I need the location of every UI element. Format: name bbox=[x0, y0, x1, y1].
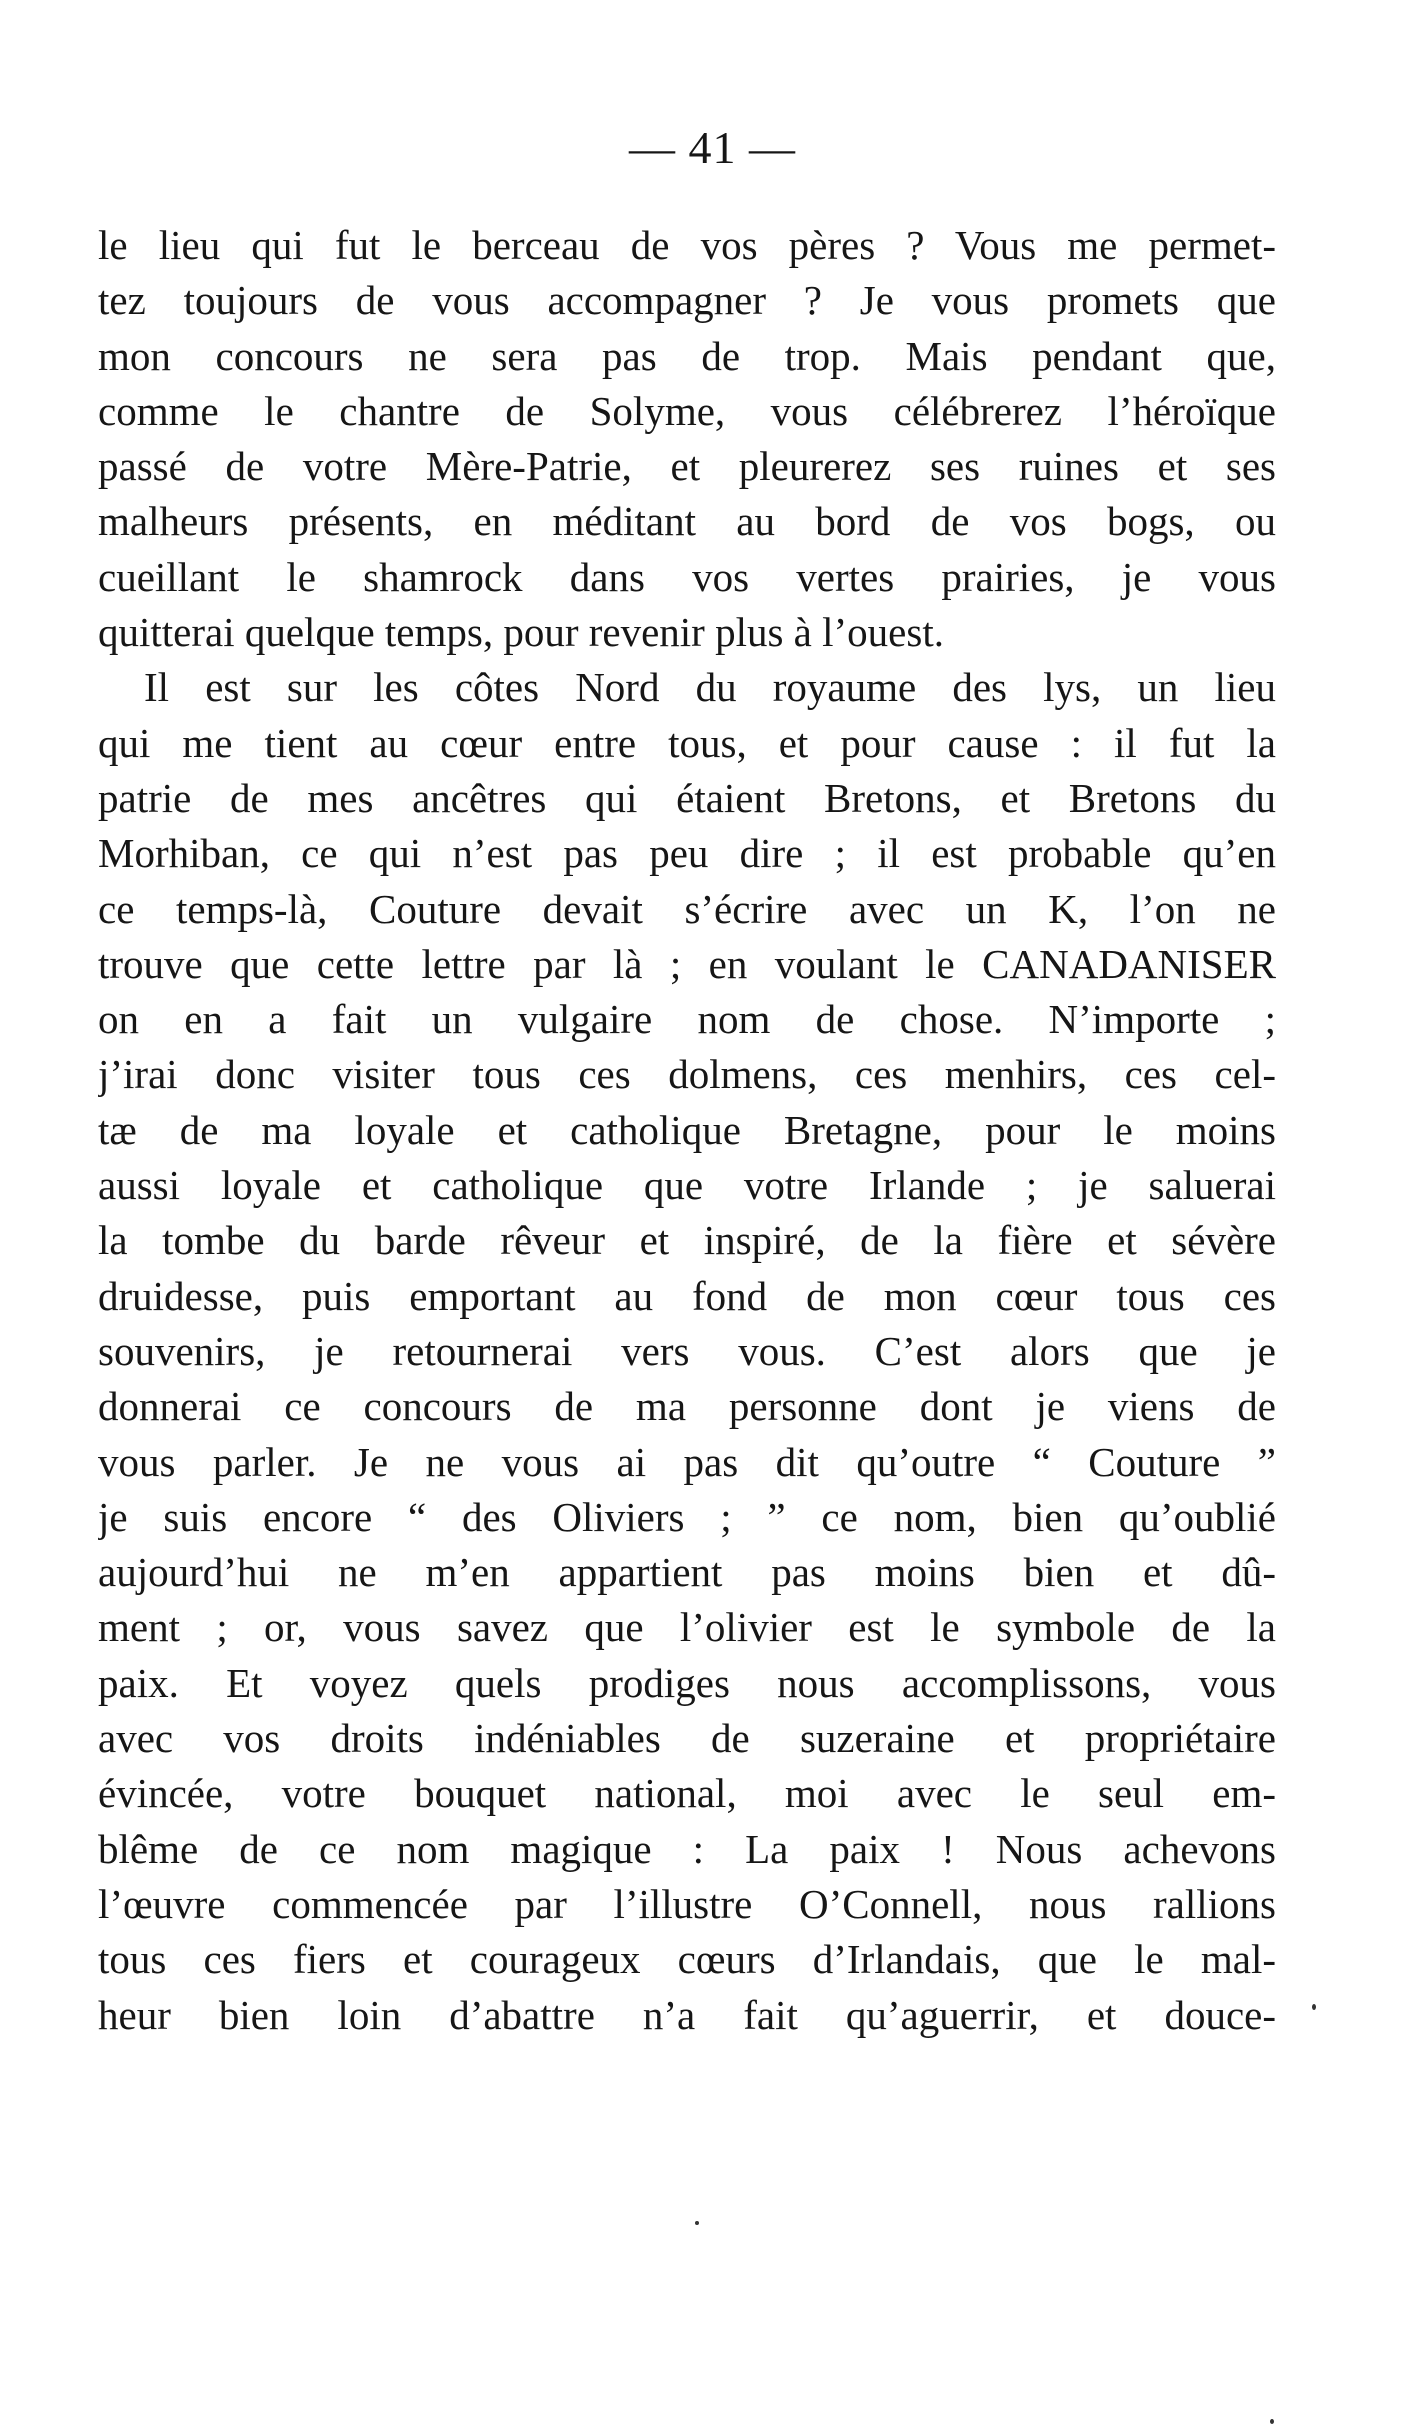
text-line: aussi loyale et catholique que votre Irlande ; je saluerai bbox=[98, 1162, 1276, 1209]
text-line: qui me tient au cœur entre tous, et pour cause : il fut la bbox=[98, 719, 1276, 766]
text-line: la tombe du barde rêveur et inspiré, de la fière et sévère bbox=[98, 1217, 1276, 1264]
text-line: aujourd’hui ne m’en appartient pas moins bien et dû- bbox=[98, 1549, 1276, 1596]
text-line: j’irai donc visiter tous ces dolmens, ces menhirs, ces cel- bbox=[98, 1051, 1276, 1098]
text-line: druidesse, puis emportant au fond de mon cœur tous ces bbox=[98, 1272, 1276, 1319]
text-line: Il est sur les côtes Nord du royaume des lys, un lieu bbox=[144, 664, 1276, 711]
ink-speck bbox=[1312, 2004, 1316, 2010]
text-line: quitterai quelque temps, pour revenir plus à l’ouest. bbox=[98, 609, 944, 656]
text-line: avec vos droits indéniables de suzeraine et propriétaire bbox=[98, 1715, 1276, 1762]
text-line: l’œuvre commencée par l’illustre O’Connell, nous rallions bbox=[98, 1880, 1276, 1927]
text-line: souvenirs, je retournerai vers vous. C’est alors que je bbox=[98, 1327, 1276, 1374]
text-line: on en a fait un vulgaire nom de chose. N’importe ; bbox=[98, 996, 1276, 1043]
text-line: Morhiban, ce qui n’est pas peu dire ; il est probable qu’en bbox=[98, 830, 1276, 877]
text-line: tez toujours de vous accompagner ? Je vous promets que bbox=[98, 277, 1276, 324]
text-line: comme le chantre de Solyme, vous célébrerez l’héroïque bbox=[98, 387, 1276, 434]
ink-speck bbox=[695, 2221, 699, 2225]
text-line: tous ces fiers et courageux cœurs d’Irlandais, que le mal- bbox=[98, 1936, 1276, 1983]
text-line: passé de votre Mère-Patrie, et pleurerez ses ruines et ses bbox=[98, 443, 1276, 490]
text-line: paix. Et voyez quels prodiges nous accomplissons, vous bbox=[98, 1659, 1276, 1706]
text-line: trouve que cette lettre par là ; en voulant le CANADANISER bbox=[98, 940, 1276, 987]
text-line: donnerai ce concours de ma personne dont je viens de bbox=[98, 1383, 1276, 1430]
text-line: ce temps-là, Couture devait s’écrire avec un K, l’on ne bbox=[98, 885, 1276, 932]
page-number: — 41 — bbox=[629, 122, 796, 173]
body-text bbox=[98, 218, 1276, 2043]
text-line: ment ; or, vous savez que l’olivier est le symbole de la bbox=[98, 1604, 1276, 1651]
text-line: je suis encore “ des Oliviers ; ” ce nom, bien qu’oublié bbox=[98, 1493, 1276, 1540]
text-line: cueillant le shamrock dans vos vertes prairies, je vous bbox=[98, 553, 1276, 600]
text-line: évincée, votre bouquet national, moi avec le seul em- bbox=[98, 1770, 1276, 1817]
text-line: malheurs présents, en méditant au bord de vos bogs, ou bbox=[98, 498, 1276, 545]
text-line: mon concours ne sera pas de trop. Mais pendant que, bbox=[98, 332, 1276, 379]
ink-speck bbox=[1270, 2419, 1274, 2424]
text-line: le lieu qui fut le berceau de vos pères ? Vous me permet- bbox=[98, 222, 1276, 268]
text-line: vous parler. Je ne vous ai pas dit qu’outre “ Couture ” bbox=[98, 1438, 1276, 1485]
text-line: patrie de mes ancêtres qui étaient Bretons, et Bretons du bbox=[98, 774, 1276, 821]
text-line: heur bien loin d’abattre n’a fait qu’aguerrir, et douce- bbox=[98, 1991, 1276, 2038]
text-line: blême de ce nom magique : La paix ! Nous achevons bbox=[98, 1825, 1276, 1872]
text-line: tæ de ma loyale et catholique Bretagne, pour le moins bbox=[98, 1106, 1276, 1153]
